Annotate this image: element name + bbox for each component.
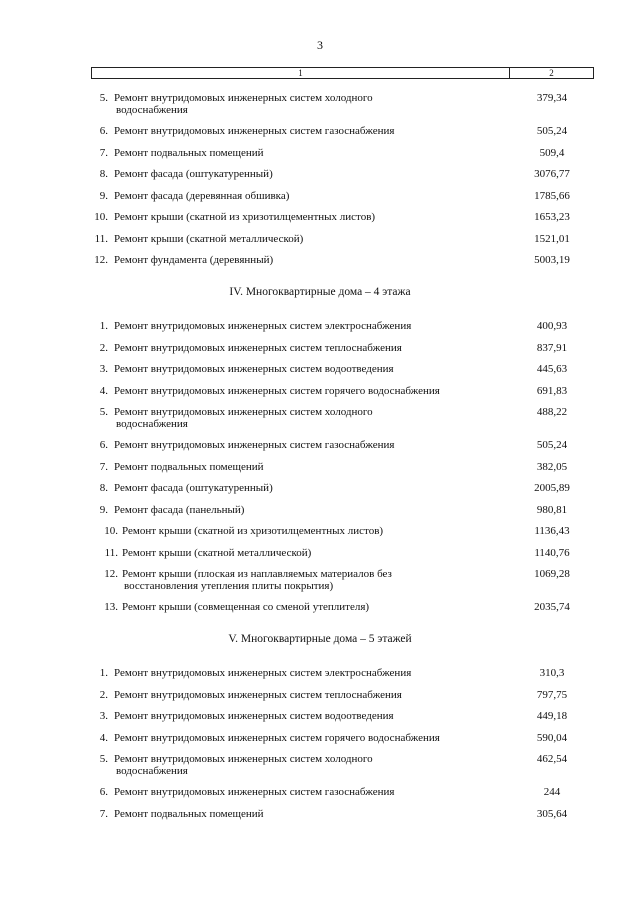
page-number: 3 <box>317 38 323 52</box>
description-line: Ремонт фасада (оштукатуренный) <box>114 482 273 494</box>
row-description <box>114 406 514 430</box>
description-line: Ремонт внутридомовых инженерных систем горячего водоснабжения <box>114 384 440 397</box>
row-number: 10. <box>94 211 108 223</box>
row-value: 980,81 <box>536 503 568 516</box>
row-description <box>114 689 514 701</box>
row-description <box>114 439 514 451</box>
row-value: 244 <box>543 786 561 798</box>
row-description <box>114 320 514 332</box>
row-number: 9. <box>99 503 108 516</box>
row-description <box>122 601 522 613</box>
row-description <box>114 710 514 722</box>
row-number: 7. <box>99 460 108 473</box>
row-value: 505,24 <box>536 439 568 451</box>
row-value: 1069,28 <box>534 568 570 580</box>
section-heading: V. Многоквартирные дома – 5 этажей <box>228 632 412 645</box>
row-description <box>114 786 514 798</box>
row-value: 5003,19 <box>534 254 570 266</box>
row-number: 13. <box>104 601 118 613</box>
row-number: 11. <box>104 546 118 559</box>
row-value: 691,83 <box>536 384 568 397</box>
description-line: Ремонт внутридомовых инженерных систем водоотведения <box>114 363 394 375</box>
section-heading: IV. Многоквартирные дома – 4 этажа <box>229 285 411 298</box>
description-line: Ремонт фасада (деревянная обшивка) <box>114 189 290 202</box>
description-line: Ремонт фундамента (деревянный) <box>114 254 274 266</box>
row-description <box>122 568 522 592</box>
description-line: Ремонт внутридомовых инженерных систем теплоснабжения <box>114 341 402 354</box>
row-value: 462,54 <box>536 753 568 765</box>
row-value: 509,4 <box>539 146 565 159</box>
description-line: Ремонт подвальных помещений <box>114 460 264 473</box>
row-value: 400,93 <box>536 320 568 332</box>
row-value: 488,22 <box>536 406 568 418</box>
description-line: водоснабжения <box>116 765 188 777</box>
row-value: 379,34 <box>536 92 568 104</box>
description-line: Ремонт внутридомовых инженерных систем газоснабжения <box>114 439 395 451</box>
description-line: Ремонт внутридомовых инженерных систем водоотведения <box>114 710 394 722</box>
row-value: 1140,76 <box>534 546 570 559</box>
row-description <box>114 753 514 777</box>
description-line: восстановления утепления плиты покрытия) <box>124 580 334 592</box>
column-1-header: 1 <box>92 68 510 78</box>
row-value: 449,18 <box>536 710 568 722</box>
row-number: 6. <box>99 439 108 451</box>
row-number: 3. <box>99 710 108 722</box>
description-line: Ремонт внутридомовых инженерных систем холодного <box>114 406 373 418</box>
description-line: Ремонт крыши (совмещенная со сменой утеплителя) <box>122 601 370 613</box>
row-value: 445,63 <box>536 363 568 375</box>
row-number: 8. <box>99 168 108 180</box>
description-line: Ремонт внутридомовых инженерных систем теплоснабжения <box>114 688 402 701</box>
row-number: 2. <box>99 341 108 354</box>
row-description <box>114 482 514 494</box>
row-value: 1653,23 <box>534 211 570 223</box>
row-description <box>114 385 514 397</box>
description-line: Ремонт фасада (оштукатуренный) <box>114 168 273 180</box>
row-number: 6. <box>99 786 108 798</box>
row-value: 382,05 <box>536 460 568 473</box>
description-line: Ремонт подвальных помещений <box>114 807 264 820</box>
row-value: 837,91 <box>536 341 568 354</box>
column-2-header: 2 <box>549 68 554 78</box>
row-description <box>114 461 514 473</box>
row-description <box>114 92 514 116</box>
row-description <box>114 363 514 375</box>
row-description <box>114 168 514 180</box>
row-number: 6. <box>99 125 108 137</box>
description-line: Ремонт внутридомовых инженерных систем холодного <box>114 92 373 104</box>
row-value: 590,04 <box>536 731 568 744</box>
row-number: 5. <box>99 753 108 765</box>
row-value: 505,24 <box>536 125 568 137</box>
row-number: 11. <box>94 232 108 245</box>
description-line: Ремонт крыши (скатной из хризотилцементных листов) <box>122 525 384 537</box>
table-column-header <box>91 67 594 79</box>
description-line: Ремонт крыши (плоская из наплавляемых материалов без <box>122 568 392 580</box>
row-value: 305,64 <box>536 807 568 820</box>
row-description <box>114 254 514 266</box>
description-line: Ремонт внутридомовых инженерных систем холодного <box>114 753 373 765</box>
row-number: 7. <box>99 807 108 820</box>
row-description <box>114 147 514 159</box>
description-line: водоснабжения <box>116 104 188 116</box>
row-value: 310,3 <box>539 667 565 679</box>
row-description <box>114 211 514 223</box>
row-description <box>114 190 514 202</box>
row-number: 9. <box>99 189 108 202</box>
row-value: 2005,89 <box>534 482 570 494</box>
row-description <box>114 667 514 679</box>
row-number: 12. <box>104 568 118 580</box>
description-line: Ремонт внутридомовых инженерных систем газоснабжения <box>114 125 395 137</box>
row-description <box>114 125 514 137</box>
row-value: 2035,74 <box>534 601 570 613</box>
row-description <box>114 732 514 744</box>
row-number: 7. <box>99 146 108 159</box>
row-value: 3076,77 <box>534 168 570 180</box>
row-number: 10. <box>104 525 118 537</box>
row-value: 1521,01 <box>534 232 570 245</box>
row-description <box>114 808 514 820</box>
description-line: Ремонт внутридомовых инженерных систем газоснабжения <box>114 786 395 798</box>
row-value: 797,75 <box>536 688 568 701</box>
description-line: Ремонт крыши (скатной из хризотилцементных листов) <box>114 211 376 223</box>
description-line: Ремонт внутридомовых инженерных систем электроснабжения <box>114 320 412 332</box>
row-number: 3. <box>99 363 108 375</box>
description-line: Ремонт крыши (скатной металлической) <box>122 546 312 559</box>
row-description <box>114 233 514 245</box>
row-number: 4. <box>99 731 108 744</box>
row-number: 5. <box>99 406 108 418</box>
description-line: водоснабжения <box>116 418 188 430</box>
row-description <box>122 525 522 537</box>
row-number: 2. <box>99 688 108 701</box>
row-description <box>122 547 522 559</box>
description-line: Ремонт фасада (панельный) <box>114 503 245 516</box>
description-line: Ремонт крыши (скатной металлической) <box>114 232 304 245</box>
description-line: Ремонт подвальных помещений <box>114 146 264 159</box>
description-line: Ремонт внутридомовых инженерных систем горячего водоснабжения <box>114 731 440 744</box>
row-number: 4. <box>99 384 108 397</box>
description-line: Ремонт внутридомовых инженерных систем электроснабжения <box>114 667 412 679</box>
row-number: 12. <box>94 254 108 266</box>
row-number: 1. <box>99 320 108 332</box>
row-value: 1136,43 <box>534 525 570 537</box>
row-description <box>114 504 514 516</box>
row-number: 1. <box>99 667 108 679</box>
row-number: 8. <box>99 482 108 494</box>
row-description <box>114 342 514 354</box>
row-number: 5. <box>99 92 108 104</box>
row-value: 1785,66 <box>534 189 570 202</box>
